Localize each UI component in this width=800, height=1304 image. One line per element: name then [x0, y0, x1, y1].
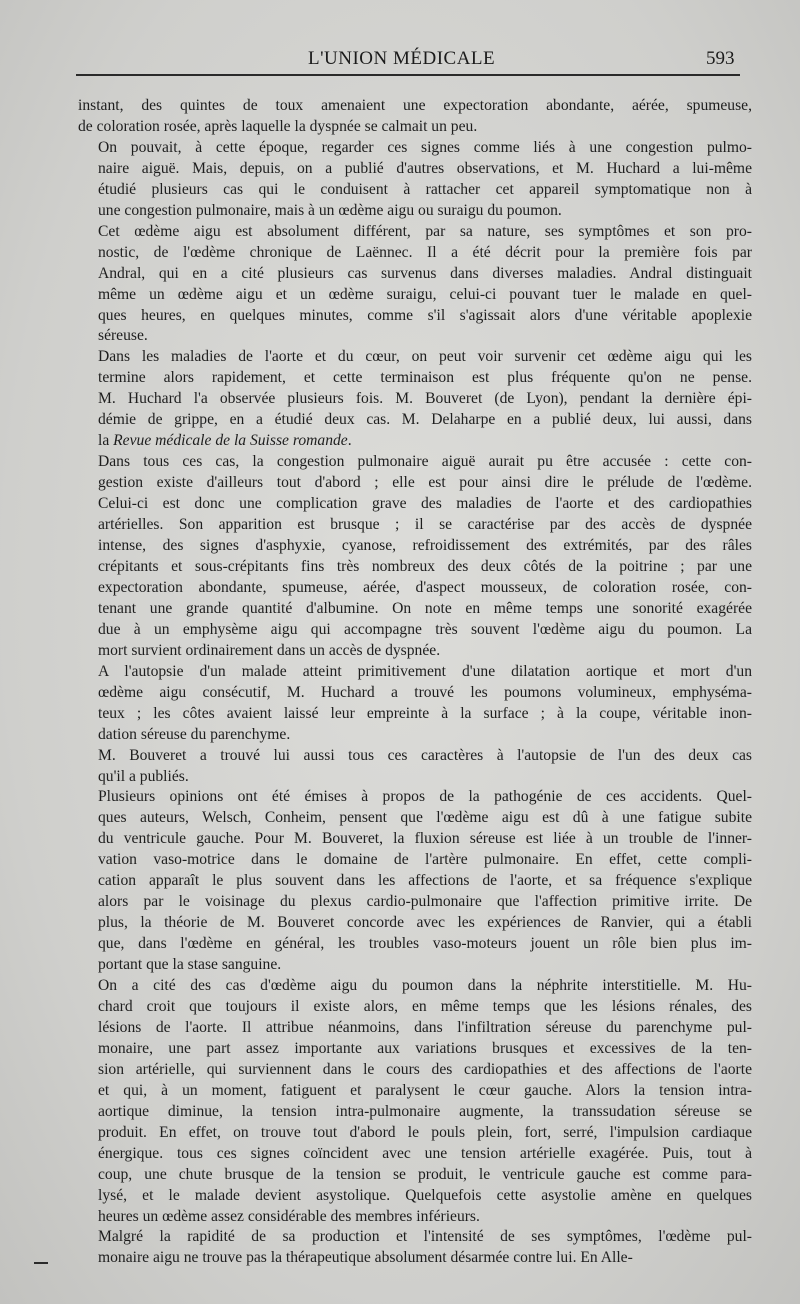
paragraph	[78, 222, 752, 348]
text-line: une congestion pulmonaire, mais à un œdème aigu ou suraigu du poumon.	[98, 201, 562, 219]
text-line: qu'il a publiés.	[98, 767, 189, 785]
text-line: tenant une grande quantité d'albumine. On note en même temps une sonorité exagérée	[98, 599, 752, 617]
text-line: cation apparaît le plus souvent dans les affections de l'aorte, et sa fréquence s'explique	[98, 872, 752, 890]
text-line: énergique. tous ces signes coïncident avec une tension artérielle exagérée. Puis, tout à	[98, 1144, 752, 1162]
text-line: gestion existe d'ailleurs tout d'abord ; elle est pour ainsi dire le prélude de l'œdème.	[98, 474, 752, 492]
text-line: instant, des quintes de toux amenaient une expectoration abondante, aérée, spumeuse,	[78, 97, 752, 114]
text-line: artérielles. Son apparition est brusque ; il se caractérise par des accès de dyspnée	[98, 516, 752, 534]
text-line: portant que la stase sanguine.	[98, 956, 282, 974]
text-line: lésions de l'aorte. Il attribue néanmoins, dans l'infiltration séreuse du parenchyme pul-	[98, 1018, 752, 1036]
text-line: mort survient ordinairement dans un accès de dyspnée.	[98, 641, 441, 659]
text-line: expectoration abondante, spumeuse, aérée, d'aspect mousseux, de coloration rosée, con-	[98, 578, 752, 596]
header-rule	[76, 74, 740, 76]
text-line: Cet œdème aigu est absolument différent, par sa nature, ses symptômes et son pro-	[98, 222, 752, 240]
text-line: chard croit que toujours il existe alors, en même temps que les lésions rénales, des	[98, 997, 752, 1015]
paragraph	[78, 347, 752, 452]
text-line: de coloration rosée, après laquelle la dyspnée se calmait un peu.	[78, 117, 478, 135]
text-line: crépitants et sous-crépitants fins très nombreux des deux côtés de la poitrine ; par une	[98, 557, 752, 575]
text-line: On pouvait, à cette époque, regarder ces signes comme liés à une congestion pulmo-	[98, 138, 752, 156]
text-line: termine alors rapidement, et cette terminaison est plus fréquente qu'on ne pense.	[98, 369, 752, 387]
text-line: due à un emphysème aigu qui accompagne très souvent l'œdème aigu du poumon. La	[98, 620, 752, 638]
paragraph	[78, 452, 752, 662]
text-line: et qui, à un moment, fatiguent et paralysent le cœur gauche. Alors la tension intra-	[98, 1081, 752, 1099]
text-line: démie de grippe, en a étudié deux cas. M. Delaharpe en a publié deux, lui aussi, dans	[98, 411, 752, 429]
text-line: Dans tous ces cas, la congestion pulmonaire aiguë aurait pu être accusée : cette con-	[98, 453, 752, 471]
text-line: la Revue médicale de la Suisse romande.	[98, 432, 352, 450]
text-line: aortique diminue, la tension intra-pulmonaire augmente, la transsudation séreuse se	[98, 1102, 752, 1120]
running-header	[0, 44, 800, 74]
text-line: ques heures, en quelques minutes, comme s'il s'agissait alors d'une véritable apoplexie	[98, 306, 752, 324]
paragraph	[78, 96, 752, 138]
text-line: alors par le voisinage du plexus cardio-pulmonaire que l'affection primitive irrite. De	[98, 893, 752, 911]
text-line: Celui-ci est donc une complication grave des maladies de l'aorte et des cardiopathies	[98, 495, 752, 513]
text-line: A l'autopsie d'un malade atteint primitivement d'une dilatation aortique et mort d'un	[98, 662, 752, 680]
text-line: produit. En effet, on trouve tout d'abord le pouls plein, fort, serré, l'impulsion cardiaque	[98, 1123, 752, 1141]
text-line: sion artérielle, qui surviennent dans le cours des cardiopathies et des affections de l'aorte	[98, 1060, 752, 1078]
paragraph	[78, 787, 752, 976]
text-line: intense, des signes d'asphyxie, cyanose, refroidissement des extrémités, par des râles	[98, 537, 752, 555]
text-line: même un œdème aigu et un œdème suraigu, celui-ci pouvant tuer le malade en quel-	[98, 285, 752, 303]
text-line: heures un œdème assez considérable des membres inférieurs.	[98, 1207, 480, 1225]
text-line: nostic, de l'œdème chronique de Laënnec. Il a été décrit pour la première fois par	[98, 243, 752, 261]
paragraph	[78, 662, 752, 746]
article-body	[78, 96, 752, 1269]
text-line: Malgré la rapidité de sa production et l'intensité de ses symptômes, l'œdème pul-	[98, 1228, 752, 1246]
text-line: coup, une chute brusque de la tension se produit, le ventricule gauche est comme para-	[98, 1165, 752, 1183]
text-line: dation séreuse du parenchyme.	[98, 725, 291, 743]
text-line: ques auteurs, Welsch, Conheim, pensent que l'œdème aigu est dû à une fatigue subite	[98, 809, 752, 827]
text-line: M. Huchard l'a observée plusieurs fois. M. Bouveret (de Lyon), pendant la dernière épi-	[98, 390, 752, 408]
text-line: plus, la théorie de M. Bouveret concorde avec les expériences de Ranvier, qui a établi	[98, 914, 752, 932]
paragraph	[78, 976, 752, 1227]
text-line: que, dans l'œdème en général, les troubles vaso-moteurs jouent un rôle bien plus im-	[98, 935, 752, 953]
text-line: lysé, et le malade devient asystolique. Quelquefois cette asystolie amène en quelques	[98, 1186, 752, 1204]
margin-mark	[34, 1262, 48, 1264]
text-line: Plusieurs opinions ont été émises à propos de la pathogénie de ces accidents. Quel-	[98, 788, 752, 806]
paragraph	[78, 138, 752, 222]
text-line: du ventricule gauche. Pour M. Bouveret, la fluxion séreuse est liée à un trouble de l'inner-	[98, 830, 752, 848]
text-line: naire aiguë. Mais, depuis, on a publié d'autres observations, et M. Huchard a lui-même	[98, 159, 752, 177]
text-line: étudié plusieurs cas qui le conduisent à rattacher cet appareil symptomatique non à	[98, 180, 752, 198]
text-line: monaire aigu ne trouve pas la thérapeutique absolument désarmée contre lui. En Alle-	[98, 1249, 633, 1267]
text-line: vation vaso-motrice dans le domaine de l'artère pulmonaire. En effet, cette compli-	[98, 851, 752, 869]
text-line: monaire, une part assez importante aux variations brusques et excessives de la ten-	[98, 1039, 752, 1057]
text-line: œdème aigu consécutif, M. Huchard a trouvé les poumons volumineux, emphyséma-	[98, 683, 752, 701]
text-line: séreuse.	[98, 327, 148, 345]
page-number: 593	[706, 48, 735, 69]
text-line: Dans les maladies de l'aorte et du cœur, on peut voir survenir cet œdème aigu qui les	[98, 348, 752, 366]
text-line: M. Bouveret a trouvé lui aussi tous ces caractères à l'autopsie de l'un des deux cas	[98, 746, 752, 764]
journal-title: L'UNION MÉDICALE	[308, 48, 496, 69]
text-line: On a cité des cas d'œdème aigu du poumon dans la néphrite interstitielle. M. Hu-	[98, 977, 752, 995]
paragraph	[78, 1227, 752, 1269]
paragraph	[78, 746, 752, 788]
text-line: Andral, qui en a cité plusieurs cas survenus dans diverses maladies. Andral distinguait	[98, 264, 752, 282]
text-line: teux ; les côtes avaient laissé leur empreinte à la surface ; à la coupe, véritable inon-	[98, 704, 752, 722]
